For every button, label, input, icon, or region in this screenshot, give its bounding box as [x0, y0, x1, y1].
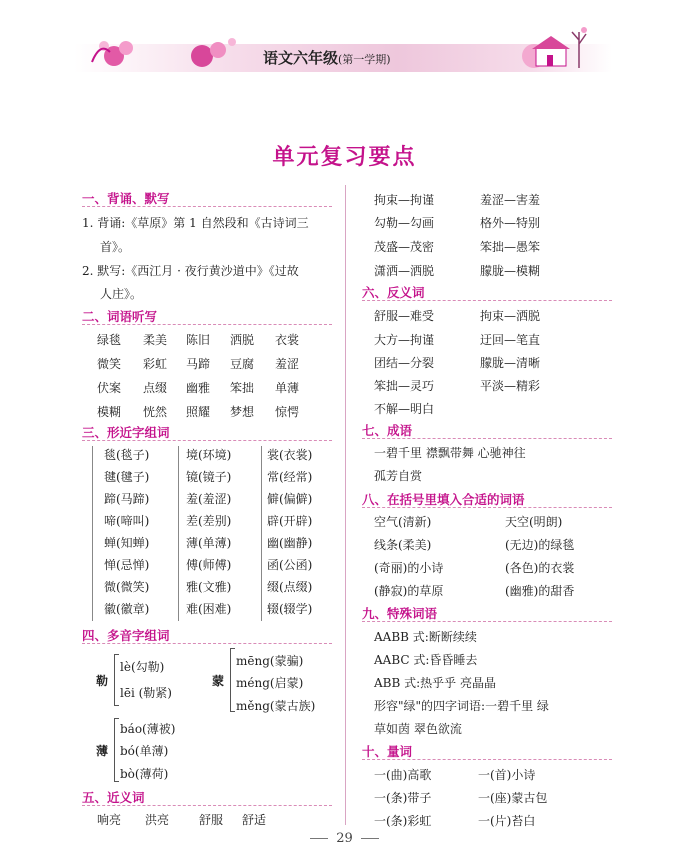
polyphone-char: 勒 [96, 674, 109, 688]
pair-item: 舒服—难受 [374, 309, 435, 323]
page-number-value: 29 [336, 831, 353, 846]
header-title: 语文六年级(第一学期) [263, 49, 391, 67]
pair-item: 一(曲)高歌 [374, 768, 432, 782]
s2-word: 微笑 [97, 357, 122, 371]
s3-item: 微(微笑) [104, 580, 150, 594]
s3-item: 函(公函) [267, 558, 313, 572]
s2-word: 幽雅 [186, 381, 211, 395]
pair-item: (各色)的衣裳 [505, 561, 575, 575]
s3-item: 薄(单薄) [186, 536, 232, 550]
s2-word: 陈旧 [186, 333, 211, 347]
pair-item: 笨拙—灵巧 [374, 379, 435, 393]
s1-line-2: 首》。 [100, 240, 131, 254]
s2-word: 惊愕 [275, 405, 300, 419]
s3-item: 缀(点缀) [267, 580, 313, 594]
polyphone-item: lēi (勒紧) [120, 686, 172, 700]
section-divider [82, 324, 332, 325]
section-divider [362, 300, 612, 301]
bracket [114, 654, 119, 706]
s2-word: 绿毯 [97, 333, 122, 347]
pair-item: 勾勒—勾画 [374, 216, 435, 230]
s3-item: 惮(忌惮) [104, 558, 150, 572]
pair-item: 一(座)蒙古包 [478, 791, 548, 805]
s9-line: AABB 式:断断续续 [374, 630, 477, 644]
section-divider [362, 438, 612, 439]
polyphone-item: bó(单薄) [120, 744, 169, 758]
s1-line-3: 2. 默写:《西江月 · 夜行黄沙道中》《过故 [82, 264, 299, 278]
section-divider [362, 621, 612, 622]
pair-item: 拘束—洒脱 [480, 309, 541, 323]
s2-word: 模糊 [97, 405, 122, 419]
bracket [230, 648, 235, 712]
section-6-heading: 六、反义词 [362, 285, 425, 300]
s3-item: 傅(师傅) [186, 558, 232, 572]
pair-item: 潇洒—洒脱 [374, 264, 435, 278]
s9-line: AABC 式:昏昏睡去 [374, 653, 478, 667]
pair-item: 天空(明朗) [505, 515, 563, 529]
pair-item: (奇丽)的小诗 [374, 561, 444, 575]
s1-line-1: 1. 背诵:《草原》第 1 自然段和《古诗词三 [82, 216, 309, 230]
s3-item: 啼(啼叫) [104, 514, 150, 528]
group-bar [92, 446, 93, 621]
s3-item: 蹄(马蹄) [104, 492, 150, 506]
polyphone-item: mēng(蒙骗) [236, 654, 304, 668]
pair-item: 一(首)小诗 [478, 768, 536, 782]
s3-item: 裳(衣裳) [267, 448, 313, 462]
s2-word: 单薄 [275, 381, 300, 395]
s3-item: 难(困难) [186, 602, 232, 616]
pair-item: 迂回—笔直 [480, 333, 541, 347]
section-divider [82, 643, 332, 644]
polyphone-char: 蒙 [212, 674, 225, 688]
polyphone-item: bò(薄荷) [120, 767, 169, 781]
s3-item: 境(环境) [186, 448, 232, 462]
pair-item: 笨拙—愚笨 [480, 240, 541, 254]
s3-item: 毽(毽子) [104, 470, 150, 484]
pair-item: 平淡—精彩 [480, 379, 541, 393]
group-bar [261, 446, 262, 621]
s2-word: 点缀 [143, 381, 168, 395]
pair-item: 拘束—拘谨 [374, 193, 435, 207]
s2-word: 照耀 [186, 405, 211, 419]
header-subtitle: (第一学期) [338, 53, 391, 66]
s3-item: 辟(开辟) [267, 514, 313, 528]
pair-item: 格外—特别 [480, 216, 541, 230]
s2-word: 洒脱 [230, 333, 255, 347]
section-8-heading: 八、在括号里填入合适的词语 [362, 492, 525, 507]
section-divider [82, 206, 332, 207]
s2-word: 恍然 [143, 405, 168, 419]
section-divider [362, 507, 612, 508]
pair-item: 团结—分裂 [374, 356, 435, 370]
s3-item: 雅(文雅) [186, 580, 232, 594]
s2-word: 笨拙 [230, 381, 255, 395]
group-bar [178, 446, 179, 621]
s7-line: 一碧千里 襟飘带舞 心驰神往 [374, 446, 526, 460]
section-3-heading: 三、形近字组词 [82, 425, 170, 440]
pair-item: 朦胧—清晰 [480, 356, 541, 370]
s5-word: 洪亮 [145, 813, 170, 827]
s5-word: 舒适 [242, 813, 267, 827]
pair-item: 大方—拘谨 [374, 333, 435, 347]
s9-line: 形容"绿"的四字词语:一碧千里 绿 [374, 699, 549, 713]
bracket [114, 718, 119, 782]
section-7-heading: 七、成语 [362, 423, 413, 438]
pair-item: (静寂)的草原 [374, 584, 444, 598]
s3-item: 差(差别) [186, 514, 232, 528]
pair-item: 一(条)带子 [374, 791, 432, 805]
s7-line: 孤芳自赏 [374, 469, 423, 483]
polyphone-item: báo(薄被) [120, 722, 176, 736]
page-title: 单元复习要点 [272, 144, 417, 170]
s1-line-4: 人庄》。 [100, 287, 143, 301]
s3-item: 毯(毯子) [104, 448, 150, 462]
pair-item: 朦胧—模糊 [480, 264, 541, 278]
s3-item: 镜(镜子) [186, 470, 232, 484]
section-10-heading: 十、量词 [362, 744, 413, 759]
s2-word: 伏案 [97, 381, 122, 395]
s5-word: 响亮 [97, 813, 122, 827]
section-1-heading: 一、背诵、默写 [82, 191, 170, 206]
pair-item: 线条(柔美) [374, 538, 432, 552]
pair-item: (无边)的绿毯 [505, 538, 575, 552]
s3-item: 幽(幽静) [267, 536, 313, 550]
s3-item: 羞(羞涩) [186, 492, 232, 506]
column-divider [345, 185, 346, 825]
section-divider [82, 805, 332, 806]
polyphone-item: méng(启蒙) [236, 676, 304, 690]
house-decoration-right [522, 27, 587, 68]
pair-item: 不解—明白 [374, 402, 435, 416]
s9-line: 草如茵 翠色欲流 [374, 722, 462, 736]
page-number-dash [310, 838, 328, 839]
pair-item: 一(条)彩虹 [374, 814, 432, 828]
page-number [0, 831, 689, 846]
s3-item: 辍(辍学) [267, 602, 313, 616]
s2-word: 羞涩 [275, 357, 300, 371]
s3-item: 僻(偏僻) [267, 492, 313, 506]
s2-word: 柔美 [143, 333, 168, 347]
s9-line: ABB 式:热乎乎 亮晶晶 [374, 676, 496, 690]
s2-word: 梦想 [230, 405, 255, 419]
s5-word: 舒服 [199, 813, 224, 827]
s3-item: 蝉(知蝉) [104, 536, 150, 550]
polyphone-char: 薄 [96, 744, 109, 758]
section-9-heading: 九、特殊词语 [362, 606, 438, 621]
pair-item: 羞涩—害羞 [480, 193, 541, 207]
s2-word: 豆腐 [230, 357, 255, 371]
s2-word: 彩虹 [143, 357, 168, 371]
pair-item: 茂盛—茂密 [374, 240, 435, 254]
s3-item: 徽(徽章) [104, 602, 150, 616]
section-divider [362, 759, 612, 760]
s3-item: 常(经常) [267, 470, 313, 484]
pair-item: 空气(清新) [374, 515, 432, 529]
section-4-heading: 四、多音字组词 [82, 628, 170, 643]
polyphone-item: měng(蒙古族) [236, 699, 316, 713]
section-5-heading: 五、近义词 [82, 790, 145, 805]
section-divider [82, 440, 332, 441]
s2-word: 衣裳 [275, 333, 300, 347]
flower-decoration-left [92, 38, 236, 67]
s2-word: 马蹄 [186, 357, 211, 371]
pair-item: (幽雅)的甜香 [505, 584, 575, 598]
section-2-heading: 二、词语听写 [82, 309, 158, 324]
page-number-dash [361, 838, 379, 839]
polyphone-item: lè(勾勒) [120, 660, 165, 674]
pair-item: 一(片)苔白 [478, 814, 536, 828]
